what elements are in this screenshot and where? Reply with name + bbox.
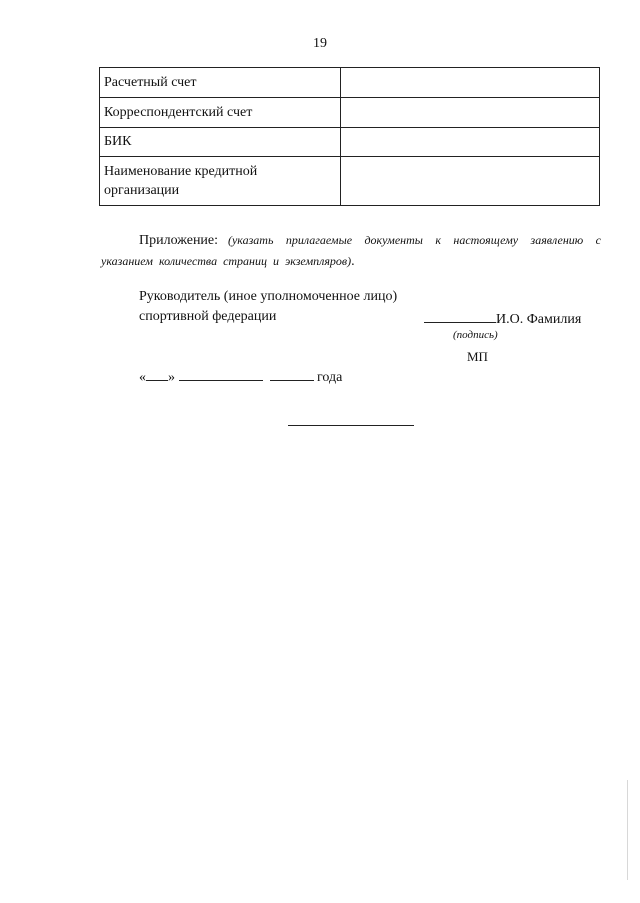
table-cell-label-line: Наименование кредитной (104, 164, 258, 179)
stamp-label: МП (467, 349, 488, 364)
table-cell-value (341, 68, 600, 98)
table-cell-value (341, 98, 600, 128)
attachment-label: Приложение: (139, 233, 219, 248)
signature-line (424, 308, 581, 328)
signer-role-line: спортивной федерации (139, 309, 277, 324)
table-cell-label (100, 157, 341, 206)
table-cell-value (341, 157, 600, 206)
month-blank (179, 367, 263, 381)
signer-name: И.О. Фамилия (496, 312, 582, 327)
signer-block (139, 287, 397, 327)
attachment-hint: (указать прилагаемые документы к настоящему заявлению с указанием количества страниц и экземпляров) (101, 233, 602, 268)
signer-role-line: Руководитель (иное уполномоченное лицо) (139, 289, 398, 304)
date-open-quote: « (139, 370, 146, 385)
table-row (100, 68, 600, 98)
date-close-quote: » (168, 370, 175, 385)
table-cell-value (341, 128, 600, 157)
table-cell-label-line: организации (104, 183, 180, 198)
scan-edge-line (627, 780, 628, 880)
signature-hint: (подпись) (453, 329, 498, 341)
page-number: 19 (313, 36, 327, 51)
bottom-rule (288, 425, 414, 426)
year-word: года (317, 370, 343, 385)
date-line (139, 367, 342, 386)
table-row (100, 98, 600, 128)
table-cell-label: Расчетный счет (100, 68, 341, 98)
year-blank (270, 367, 314, 381)
table-row (100, 128, 600, 157)
attachment-paragraph (101, 230, 601, 272)
signature-blank (424, 308, 496, 323)
table-row (100, 157, 600, 206)
table-cell-label: БИК (100, 128, 341, 157)
day-blank (146, 367, 168, 381)
table-cell-label: Корреспондентский счет (100, 98, 341, 128)
attachment-end: . (351, 254, 355, 269)
bank-details-table (99, 67, 600, 206)
